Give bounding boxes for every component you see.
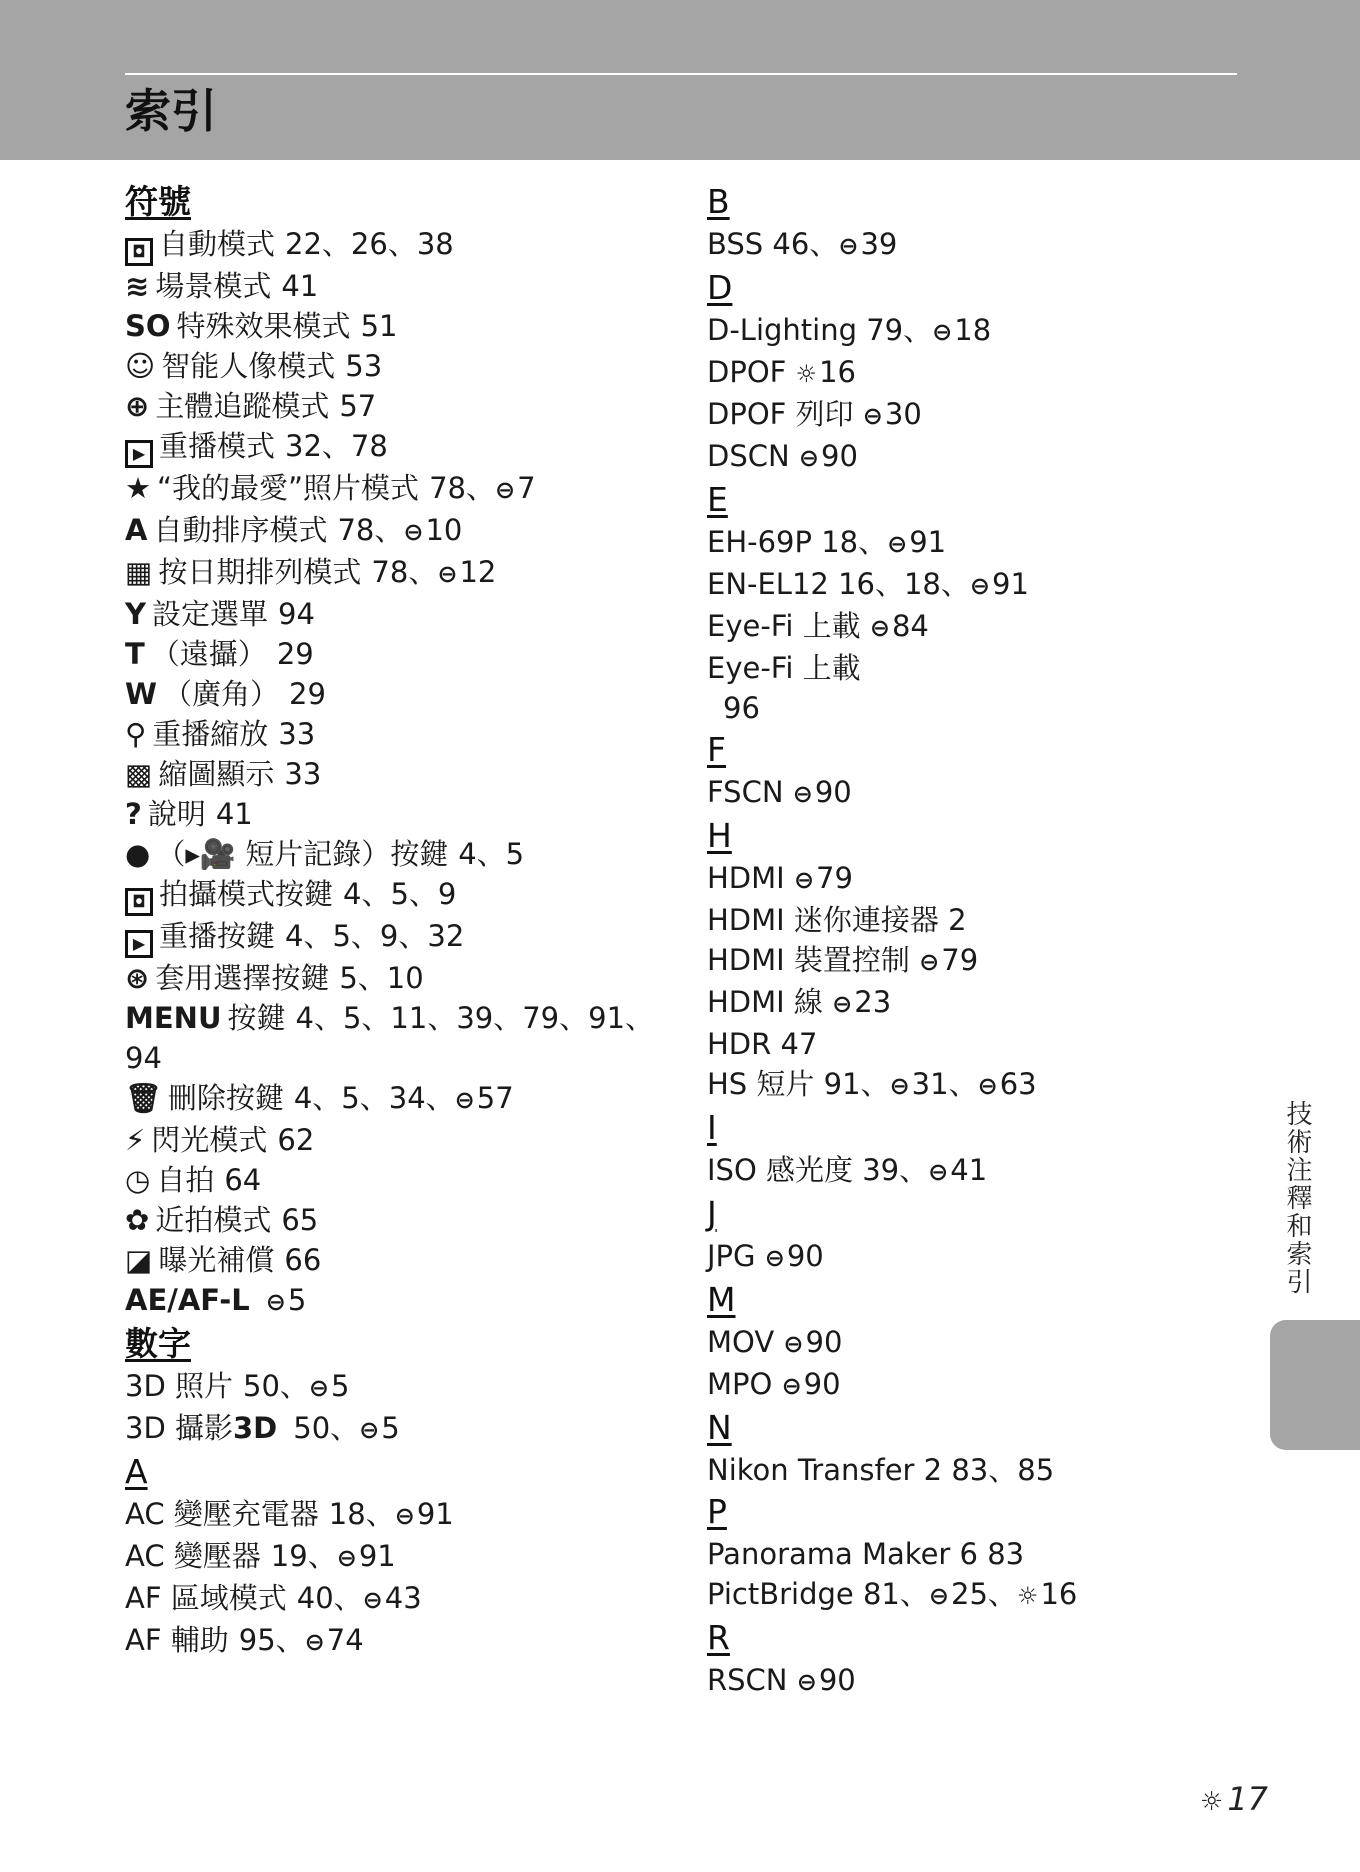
3d-icon: 3D bbox=[233, 1411, 278, 1445]
entry-text: 、 bbox=[948, 1067, 978, 1101]
page-number-value: 17 bbox=[1227, 1780, 1269, 1818]
entry-label: 3D 照片 bbox=[125, 1369, 233, 1403]
index-entry bbox=[707, 394, 1247, 436]
entry-pages: 4、5、9 bbox=[343, 877, 457, 911]
playback-icon: ▶ bbox=[125, 440, 153, 468]
index-entry bbox=[125, 998, 655, 1038]
entry-text: D-Lighting 79、 bbox=[707, 313, 933, 347]
entry-label: 說明 bbox=[147, 797, 206, 831]
entry-text: RSCN bbox=[707, 1663, 797, 1697]
entry-ref: 84 bbox=[891, 609, 929, 643]
entry-text: HDMI 裝置控制 bbox=[707, 943, 920, 977]
entry-pages: 29 bbox=[289, 677, 326, 711]
section-heading-b: B bbox=[707, 182, 730, 221]
index-entry bbox=[707, 310, 1247, 352]
entry-ref: 41 bbox=[950, 1153, 988, 1187]
section-heading-a: A bbox=[125, 1452, 148, 1491]
entry-text: DPOF bbox=[707, 355, 796, 389]
entry-label: 場景模式 bbox=[155, 269, 272, 303]
entry-pages: 33 bbox=[278, 717, 316, 751]
binocular-reference-icon: ⊖ bbox=[308, 1374, 330, 1402]
entry-pages: 94 bbox=[278, 597, 315, 631]
entry-label: 自動排序模式 bbox=[153, 513, 328, 547]
entry-ref: 25 bbox=[951, 1577, 988, 1611]
sun-reference-icon: ☼ bbox=[1016, 1582, 1039, 1610]
entry-text: 、 bbox=[987, 1577, 1017, 1611]
section-heading-numbers: 數字 bbox=[125, 1324, 191, 1363]
entry-ref: 16 bbox=[1040, 1577, 1078, 1611]
index-entry bbox=[707, 648, 1247, 688]
entry-text: ISO 感光度 39、 bbox=[707, 1153, 929, 1187]
index-entry bbox=[125, 834, 645, 874]
binocular-reference-icon: ⊖ bbox=[792, 780, 813, 808]
binocular-reference-icon: ⊖ bbox=[869, 614, 890, 642]
index-entry bbox=[707, 1660, 1247, 1702]
scene-icon: ≋ bbox=[125, 269, 150, 303]
index-entry bbox=[707, 900, 1247, 940]
header-rule bbox=[125, 73, 1237, 75]
entry-ref: 90 bbox=[805, 1325, 843, 1359]
entry-label: 拍攝模式按鍵 bbox=[159, 877, 334, 911]
entry-text: MOV bbox=[707, 1325, 784, 1359]
section-heading-h: H bbox=[707, 816, 732, 855]
entry-ref: 23 bbox=[854, 985, 892, 1019]
binocular-reference-icon: ⊖ bbox=[928, 1158, 949, 1186]
entry-text: 96 bbox=[723, 691, 760, 725]
entry-label: 自拍 bbox=[156, 1163, 215, 1197]
self-timer-icon: ◷ bbox=[125, 1163, 151, 1197]
index-entry bbox=[125, 266, 645, 306]
index-entry bbox=[125, 1120, 645, 1160]
binocular-reference-icon: ⊖ bbox=[764, 1244, 785, 1272]
binocular-reference-icon: ⊖ bbox=[919, 948, 940, 976]
binocular-reference-icon: ⊖ bbox=[969, 572, 990, 600]
entry-pages: 78、⊖10 bbox=[337, 513, 463, 547]
ae-af-lock-icon: AE/AF-L bbox=[125, 1283, 250, 1317]
entry-pages: 51 bbox=[360, 309, 398, 343]
entry-pages: 78、⊖12 bbox=[371, 555, 497, 589]
menu-button-icon: MENU bbox=[125, 1001, 222, 1035]
index-entry bbox=[125, 1078, 645, 1120]
index-entry bbox=[125, 754, 645, 794]
index-entry bbox=[125, 552, 645, 594]
section-heading-n: N bbox=[707, 1408, 732, 1447]
index-entry bbox=[707, 352, 1247, 394]
page-title: 索引 bbox=[125, 84, 217, 138]
binocular-reference-icon: ⊖ bbox=[932, 318, 953, 346]
entry-ref: 16 bbox=[819, 355, 856, 389]
entry-pages: 4、5 bbox=[458, 837, 525, 871]
entry-text: JPG bbox=[707, 1239, 765, 1273]
binocular-reference-icon: ⊖ bbox=[359, 1416, 380, 1444]
index-entry-continued bbox=[707, 688, 1247, 728]
entry-ref: 31 bbox=[911, 1067, 949, 1101]
entry-label: 重播縮放 bbox=[152, 717, 269, 751]
entry-pages: 66 bbox=[284, 1243, 322, 1277]
help-icon: ? bbox=[125, 797, 142, 831]
entry-text: HDR 47 bbox=[707, 1027, 818, 1061]
entry-label: 主體追蹤模式 bbox=[155, 389, 330, 423]
entry-pages: 32、78 bbox=[285, 429, 388, 463]
index-entry bbox=[707, 1150, 1247, 1192]
entry-pages: 4、5、9、32 bbox=[285, 919, 465, 953]
entry-label: AC 變壓充電器 bbox=[125, 1497, 319, 1531]
entry-text: HDMI bbox=[707, 861, 794, 895]
index-entry bbox=[125, 1160, 645, 1200]
index-entry bbox=[707, 1364, 1247, 1406]
index-entry bbox=[125, 510, 645, 552]
entry-text: FSCN bbox=[707, 775, 793, 809]
flash-icon: ⚡ bbox=[125, 1123, 146, 1157]
entry-pages: 5、10 bbox=[339, 961, 424, 995]
binocular-reference-icon: ⊖ bbox=[336, 1544, 357, 1572]
binocular-reference-icon: ⊖ bbox=[887, 530, 908, 558]
entry-pages: 41 bbox=[281, 269, 319, 303]
index-entry bbox=[125, 634, 645, 674]
index-entry bbox=[707, 1534, 1247, 1574]
entry-text: BSS 46、 bbox=[707, 227, 839, 261]
entry-label: “我的最愛”照片模式 bbox=[157, 471, 420, 505]
index-entry bbox=[707, 1064, 1247, 1106]
section-heading-i: I bbox=[707, 1108, 717, 1147]
entry-label: 曝光補償 bbox=[158, 1243, 275, 1277]
entry-pages: 50、⊖5 bbox=[243, 1369, 350, 1403]
index-entry bbox=[125, 916, 645, 958]
entry-pages: 33 bbox=[284, 757, 322, 791]
setup-menu-icon: Y bbox=[125, 597, 146, 631]
index-entry bbox=[125, 1578, 645, 1620]
entry-pages: 19、⊖91 bbox=[270, 1539, 396, 1573]
section-heading-e: E bbox=[707, 480, 728, 519]
binocular-reference-icon: ⊖ bbox=[838, 232, 859, 260]
index-entry bbox=[707, 1574, 1247, 1616]
binocular-reference-icon: ⊖ bbox=[437, 560, 458, 588]
index-entry bbox=[707, 1450, 1247, 1490]
entry-pages: 4、5、34、⊖57 bbox=[293, 1081, 514, 1115]
index-column-right bbox=[707, 180, 1247, 1702]
index-entry bbox=[707, 436, 1247, 478]
index-entry bbox=[125, 674, 645, 714]
index-entry bbox=[125, 224, 645, 266]
binocular-reference-icon: ⊖ bbox=[798, 444, 820, 472]
index-entry bbox=[707, 982, 1247, 1024]
entry-pages: 41 bbox=[215, 797, 253, 831]
entry-label: AF 區域模式 bbox=[125, 1581, 287, 1615]
entry-pages: 62 bbox=[277, 1123, 315, 1157]
entry-text: Nikon Transfer 2 83、85 bbox=[707, 1453, 1055, 1487]
entry-ref: 90 bbox=[814, 775, 852, 809]
wide-angle-icon: W bbox=[125, 677, 157, 711]
entry-text: Eye-Fi 上載 bbox=[707, 651, 861, 685]
subject-tracking-icon: ⊕ bbox=[125, 389, 150, 423]
entry-pages: 40、⊖43 bbox=[296, 1581, 422, 1615]
binocular-reference-icon: ⊖ bbox=[889, 1072, 910, 1100]
entry-pages: 78、⊖7 bbox=[429, 471, 536, 505]
entry-label: 設定選單 bbox=[152, 597, 269, 631]
entry-ref: 90 bbox=[803, 1367, 841, 1401]
special-effects-icon: SO bbox=[125, 309, 171, 343]
entry-label: AC 變壓器 bbox=[125, 1539, 261, 1573]
index-entry bbox=[707, 772, 1247, 814]
playback-button-icon: ▶ bbox=[125, 930, 153, 958]
index-entry bbox=[707, 606, 1247, 648]
index-entry bbox=[125, 1280, 645, 1322]
entry-label: 特殊效果模式 bbox=[176, 309, 351, 343]
entry-label: 3D 攝影 bbox=[125, 1411, 233, 1445]
sun-reference-icon: ☼ bbox=[1200, 1787, 1224, 1817]
smart-portrait-icon: ☺ bbox=[125, 349, 156, 383]
entry-text: Panorama Maker 6 83 bbox=[707, 1537, 1025, 1571]
camera-icon: ◘ bbox=[125, 238, 153, 266]
entry-label: 套用選擇按鍵 bbox=[155, 961, 330, 995]
index-entry bbox=[707, 1322, 1247, 1364]
entry-ref: 90 bbox=[786, 1239, 824, 1273]
index-entry bbox=[125, 346, 645, 386]
section-heading-f: F bbox=[707, 730, 726, 769]
binocular-reference-icon: ⊖ bbox=[793, 866, 815, 894]
index-entry bbox=[125, 1200, 645, 1240]
entry-label: 刪除按鍵 bbox=[167, 1081, 284, 1115]
entry-label: 重播模式 bbox=[159, 429, 276, 463]
binocular-reference-icon: ⊖ bbox=[928, 1582, 949, 1610]
entry-pages: 64 bbox=[224, 1163, 262, 1197]
binocular-reference-icon: ⊖ bbox=[394, 1502, 415, 1530]
entry-text: DPOF 列印 bbox=[707, 397, 863, 431]
entry-label: 智能人像模式 bbox=[161, 349, 336, 383]
index-entry bbox=[125, 1494, 645, 1536]
entry-text: EH-69P 18、 bbox=[707, 525, 888, 559]
index-entry bbox=[125, 1620, 645, 1662]
index-entry bbox=[125, 1366, 645, 1408]
section-heading-d: D bbox=[707, 268, 733, 307]
binocular-reference-icon: ⊖ bbox=[494, 476, 516, 504]
entry-ref: 63 bbox=[999, 1067, 1037, 1101]
binocular-reference-icon: ⊖ bbox=[454, 1086, 475, 1114]
entry-text: PictBridge 81、 bbox=[707, 1577, 929, 1611]
entry-label: 重播按鍵 bbox=[159, 919, 276, 953]
index-entry bbox=[707, 522, 1247, 564]
index-entry bbox=[707, 940, 1247, 982]
entry-label: （▸🎥 短片記錄）按鍵 bbox=[156, 837, 449, 871]
index-entry bbox=[125, 468, 645, 510]
binocular-reference-icon: ⊖ bbox=[403, 518, 424, 546]
index-entry bbox=[125, 426, 645, 468]
entry-text: Eye-Fi 上載 bbox=[707, 609, 870, 643]
binocular-reference-icon: ⊖ bbox=[862, 402, 883, 430]
section-side-label: 技術注釋和索引 bbox=[1282, 1100, 1312, 1296]
index-entry bbox=[125, 794, 645, 834]
binocular-reference-icon: ⊖ bbox=[832, 990, 853, 1018]
entry-text: MPO bbox=[707, 1367, 782, 1401]
sun-reference-icon: ☼ bbox=[795, 360, 818, 388]
entry-pages: 29 bbox=[276, 637, 314, 671]
section-heading-m: M bbox=[707, 1280, 736, 1319]
entry-pages: ⊖5 bbox=[265, 1283, 307, 1317]
index-entry bbox=[125, 306, 645, 346]
binocular-reference-icon: ⊖ bbox=[977, 1072, 998, 1100]
entry-label: 近拍模式 bbox=[155, 1203, 272, 1237]
entry-label: 自動模式 bbox=[159, 227, 276, 261]
entry-label: 按日期排列模式 bbox=[158, 555, 362, 589]
entry-text: HDMI 迷你連接器 2 bbox=[707, 903, 967, 937]
entry-text: HDMI 線 bbox=[707, 985, 833, 1019]
entry-ref: 90 bbox=[821, 439, 858, 473]
section-heading-symbols: 符號 bbox=[125, 182, 191, 221]
section-heading-p: P bbox=[707, 1492, 727, 1531]
page-number bbox=[1200, 1780, 1268, 1818]
auto-sort-icon: A bbox=[125, 513, 148, 547]
binocular-reference-icon: ⊖ bbox=[362, 1586, 383, 1614]
entry-pages: 18、⊖91 bbox=[328, 1497, 454, 1531]
index-entry bbox=[707, 1024, 1247, 1064]
shooting-mode-icon: ◘ bbox=[125, 888, 153, 916]
section-heading-j: J bbox=[707, 1194, 717, 1233]
section-heading-r: R bbox=[707, 1618, 730, 1657]
entry-text: EN-EL12 16、18、 bbox=[707, 567, 970, 601]
index-entry bbox=[707, 858, 1247, 900]
index-entry bbox=[707, 224, 1247, 266]
entry-label: 縮圖顯示 bbox=[158, 757, 275, 791]
movie-record-icon: ● bbox=[125, 837, 151, 871]
entry-ref: 79 bbox=[816, 861, 853, 895]
entry-ref: 79 bbox=[941, 943, 979, 977]
index-entry bbox=[125, 1240, 645, 1280]
entry-ref: 39 bbox=[860, 227, 898, 261]
thumbnail-icon: ▩ bbox=[125, 757, 153, 791]
binocular-reference-icon: ⊖ bbox=[796, 1668, 817, 1696]
entry-pages: 65 bbox=[281, 1203, 319, 1237]
delete-icon: 🗑 bbox=[125, 1081, 162, 1115]
index-entry bbox=[125, 874, 645, 916]
index-entry bbox=[125, 958, 645, 998]
index-entry bbox=[125, 1408, 645, 1450]
entry-pages: 4、5、11、39、79、91、 bbox=[295, 1001, 655, 1035]
entry-text: DSCN bbox=[707, 439, 799, 473]
entry-pages: 57 bbox=[339, 389, 377, 423]
index-entry bbox=[707, 1236, 1247, 1278]
entry-label: 按鍵 bbox=[227, 1001, 286, 1035]
binocular-reference-icon: ⊖ bbox=[781, 1372, 802, 1400]
favorite-pictures-icon: ★ bbox=[125, 471, 151, 505]
telephoto-icon: T bbox=[125, 637, 145, 671]
section-side-tab bbox=[1270, 1320, 1360, 1450]
entry-pages: 50、⊖5 bbox=[293, 1411, 400, 1445]
entry-pages: 95、⊖74 bbox=[238, 1623, 364, 1657]
exposure-compensation-icon: ◪ bbox=[125, 1243, 153, 1277]
index-entry-continued: 94 bbox=[125, 1041, 162, 1075]
macro-icon: ✿ bbox=[125, 1203, 150, 1237]
entry-label: （廣角） bbox=[163, 677, 280, 711]
entry-ref: 30 bbox=[884, 397, 922, 431]
entry-ref: 18 bbox=[954, 313, 992, 347]
entry-pages: 53 bbox=[345, 349, 383, 383]
entry-text: HS 短片 91、 bbox=[707, 1067, 890, 1101]
binocular-reference-icon: ⊖ bbox=[265, 1288, 286, 1316]
entry-pages: 22、26、38 bbox=[285, 227, 454, 261]
entry-label: 閃光模式 bbox=[151, 1123, 268, 1157]
entry-ref: 90 bbox=[818, 1663, 856, 1697]
index-entry bbox=[125, 386, 645, 426]
entry-ref: 91 bbox=[909, 525, 947, 559]
ok-button-icon: ⊛ bbox=[125, 961, 150, 995]
index-entry bbox=[125, 714, 645, 754]
list-by-date-icon: ▦ bbox=[125, 555, 153, 589]
playback-zoom-icon: ⚲ bbox=[125, 717, 147, 751]
entry-ref: 91 bbox=[992, 567, 1029, 601]
binocular-reference-icon: ⊖ bbox=[783, 1330, 804, 1358]
index-entry bbox=[125, 594, 645, 634]
index-entry bbox=[707, 564, 1247, 606]
entry-label: （遠攝） bbox=[150, 637, 267, 671]
entry-label: AF 輔助 bbox=[125, 1623, 229, 1657]
binocular-reference-icon: ⊖ bbox=[304, 1628, 325, 1656]
index-entry bbox=[125, 1536, 645, 1578]
index-column-left bbox=[125, 180, 655, 1662]
